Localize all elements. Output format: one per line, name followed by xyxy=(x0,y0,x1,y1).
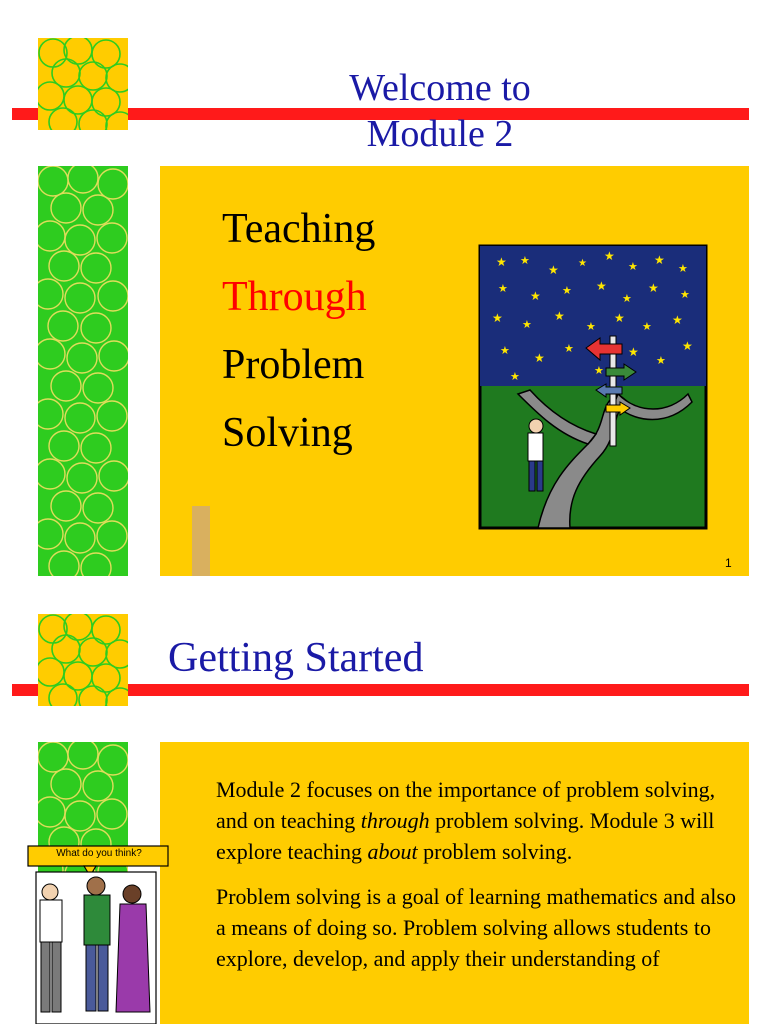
paragraph-problem-solving-goal: Problem solving is a goal of learning mathematics and also a means of doing so. Problem solving allows students to explore, develop, and apply their understanding of xyxy=(216,884,736,971)
circle-pattern-icon xyxy=(38,38,128,130)
decorative-tan-bar xyxy=(192,506,210,576)
svg-text:★: ★ xyxy=(562,285,572,297)
svg-text:★: ★ xyxy=(496,255,507,269)
svg-text:★: ★ xyxy=(492,311,503,325)
svg-text:★: ★ xyxy=(534,351,545,365)
svg-text:★: ★ xyxy=(648,281,659,295)
svg-text:★: ★ xyxy=(548,263,559,277)
crossroads-signpost-icon xyxy=(478,244,708,530)
svg-text:★: ★ xyxy=(622,293,632,305)
decorative-circle-square xyxy=(38,38,128,130)
para1-text-b: problem solving. Module 3 will explore teaching xyxy=(216,808,715,864)
para1-text-c: problem solving. xyxy=(417,839,573,864)
slide-title xyxy=(290,68,590,154)
title-line-2: Module 2 xyxy=(366,113,514,155)
discussion-illustration xyxy=(24,842,170,1024)
svg-text:★: ★ xyxy=(596,279,607,293)
title-line-1: Welcome to xyxy=(349,67,531,109)
svg-text:★: ★ xyxy=(578,258,587,269)
hero-line-through: Through xyxy=(222,274,367,320)
slide-2-body xyxy=(216,774,736,988)
people-talking-icon xyxy=(24,842,170,1024)
speech-bubble-text: What do you think? xyxy=(56,848,142,859)
svg-text:★: ★ xyxy=(642,321,652,333)
svg-text:★: ★ xyxy=(654,253,665,267)
slide-2-title: Getting Started xyxy=(168,635,424,681)
svg-text:★: ★ xyxy=(682,339,693,353)
para1-emphasis-about: about xyxy=(367,839,418,864)
svg-text:★: ★ xyxy=(628,261,638,273)
svg-text:★: ★ xyxy=(522,319,532,331)
decorative-circle-square xyxy=(38,614,128,706)
hero-line-problem: Problem xyxy=(222,342,365,388)
para1-emphasis-through: through xyxy=(360,808,430,833)
decorative-green-strip xyxy=(38,166,128,576)
svg-text:★: ★ xyxy=(672,313,683,327)
circle-pattern-icon xyxy=(38,166,128,576)
svg-text:★: ★ xyxy=(594,365,604,377)
svg-text:★: ★ xyxy=(520,255,530,267)
slide-number: 1 xyxy=(725,556,732,570)
svg-text:★: ★ xyxy=(500,345,510,357)
crossroads-illustration xyxy=(478,244,708,530)
svg-text:★: ★ xyxy=(656,355,666,367)
circle-pattern-icon xyxy=(38,614,128,706)
hero-line-solving: Solving xyxy=(222,410,353,456)
para1-text-a: Module 2 focuses on the importance of problem solving, and on teaching xyxy=(216,777,716,833)
svg-text:★: ★ xyxy=(554,309,565,323)
paragraph-module-focus xyxy=(216,774,736,867)
svg-text:★: ★ xyxy=(564,343,574,355)
svg-text:★: ★ xyxy=(614,311,625,325)
svg-text:★: ★ xyxy=(628,345,639,359)
svg-text:★: ★ xyxy=(680,289,690,301)
svg-text:★: ★ xyxy=(510,371,520,383)
svg-text:★: ★ xyxy=(530,289,541,303)
svg-text:★: ★ xyxy=(604,249,615,263)
svg-text:★: ★ xyxy=(586,321,596,333)
hero-line-teaching: Teaching xyxy=(222,206,376,252)
svg-text:★: ★ xyxy=(678,263,688,275)
svg-text:★: ★ xyxy=(498,283,508,295)
